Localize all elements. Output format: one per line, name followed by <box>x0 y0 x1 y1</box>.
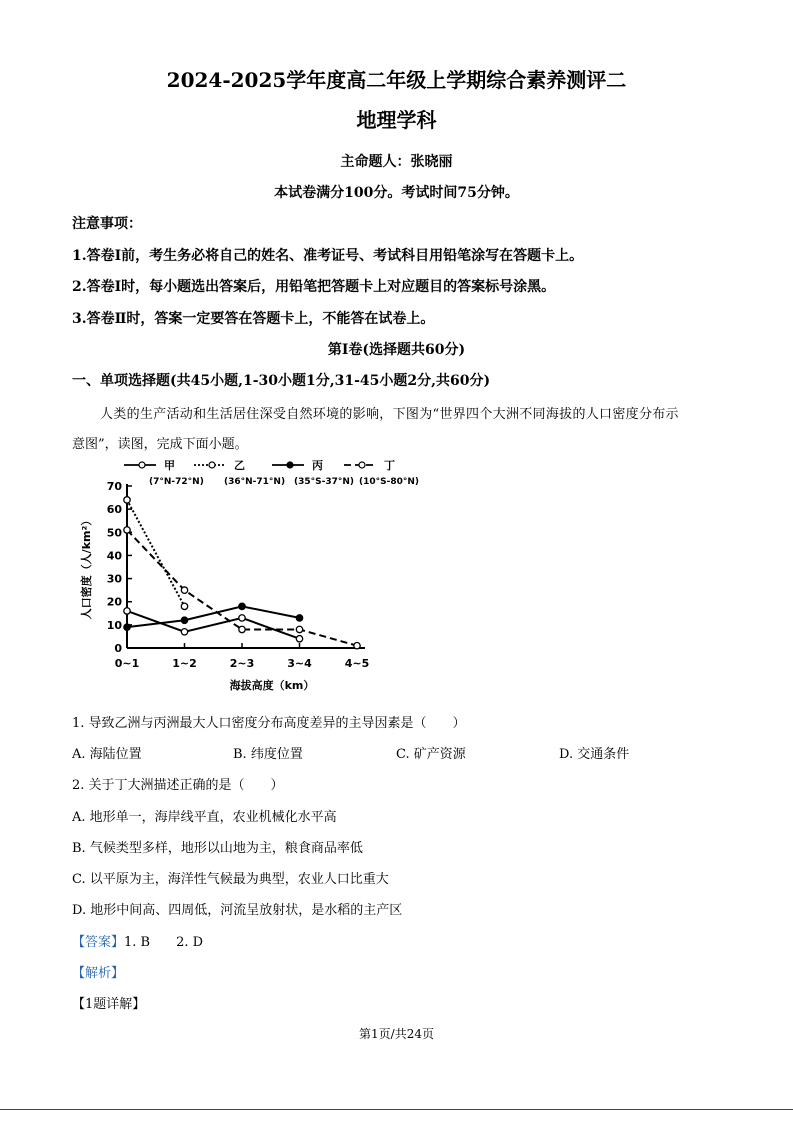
intro-line-1: 人类的生产活动和生活居住深受自然环境的影响，下图为“世界四个大洲不同海拔的人口密度分布示 <box>100 407 679 422</box>
legend-name-0: 甲 <box>164 459 175 472</box>
author-line: 主命题人：张晓丽 <box>340 154 453 170</box>
legend-sub-3: (10°S-80°N) <box>359 477 420 487</box>
series-point-2 <box>124 624 130 630</box>
answer-text: 1. B 2. D <box>124 935 204 950</box>
series-point-1 <box>181 603 187 609</box>
question-1-option-c: C. 矿产资源 <box>396 747 466 762</box>
y-tick-label: 30 <box>106 572 122 586</box>
x-tick-label: 3~4 <box>287 657 312 670</box>
legend-marker-0 <box>139 462 145 468</box>
y-tick-label: 60 <box>106 503 122 517</box>
note-item-1: 1.答卷Ⅰ前，考生务必将自己的姓名、准考证号、考试科目用铅笔涂写在答题卡上。 <box>72 248 584 264</box>
series-point-3 <box>354 642 360 648</box>
legend-marker-1 <box>209 462 215 468</box>
legend-name-3: 丁 <box>384 459 395 472</box>
page-footer: 第1页/共24页 <box>359 1027 434 1041</box>
question-1-option-a: A. 海陆位置 <box>72 747 142 762</box>
question-2-option-d: D. 地形中间高、四周低，河流呈放射状，是水稻的主产区 <box>72 903 403 918</box>
note-item-2: 2.答卷Ⅰ时，每小题选出答案后，用铅笔把答题卡上对应题目的答案标号涂黑。 <box>72 279 556 295</box>
part-title: 一、单项选择题(共45小题,1-30小题1分,31-45小题2分,共60分) <box>72 373 491 389</box>
series-point-0 <box>124 608 130 614</box>
legend-sub-0: (7°N-72°N) <box>149 477 204 487</box>
chart-series <box>124 497 360 649</box>
question-1-option-b: B. 纬度位置 <box>233 747 303 762</box>
legend-sub-2: (35°S-37°N) <box>294 477 355 487</box>
series-point-0 <box>239 615 245 621</box>
chart-x-axis-label: 海拔高度（km） <box>229 679 315 692</box>
question-2-stem: 2. 关于丁大洲描述正确的是（ ） <box>72 778 284 793</box>
x-tick-label: 0~1 <box>114 657 140 670</box>
series-point-2 <box>181 617 187 623</box>
chart-y-axis-label: 人口密度（人/km²） <box>80 514 93 620</box>
intro-line-2: 意图”，读图，完成下面小题。 <box>72 437 248 452</box>
subject-title: 地理学科 <box>356 108 437 132</box>
y-tick-label: 10 <box>106 618 122 632</box>
question-2-option-c: C. 以平原为主，海洋性气候最为典型，农业人口比重大 <box>72 872 389 887</box>
x-tick-label: 4~5 <box>344 657 370 670</box>
y-tick-label: 0 <box>114 642 122 655</box>
note-item-3: 3.答卷Ⅱ时，答案一定要答在答题卡上，不能答在试卷上。 <box>72 311 435 327</box>
volume-title: 第Ⅰ卷(选择题共60分) <box>327 342 466 358</box>
x-tick-label: 2~3 <box>229 657 255 670</box>
y-tick-label: 50 <box>106 526 122 540</box>
y-tick-label: 40 <box>106 549 122 563</box>
detail-tag: 【1题详解】 <box>72 997 146 1012</box>
answer-line <box>72 931 203 950</box>
series-point-3 <box>181 587 187 593</box>
score-info: 本试卷满分100分。考试时间75分钟。 <box>274 185 519 201</box>
legend-sub-1: (36°N-71°N) <box>224 477 286 487</box>
y-tick-label: 20 <box>106 595 122 609</box>
question-2-option-b: B. 气候类型多样，地形以山地为主，粮食商品率低 <box>72 841 363 856</box>
population-density-chart <box>72 452 420 697</box>
legend-name-1: 乙 <box>234 459 245 472</box>
legend-marker-2 <box>287 462 293 468</box>
legend-marker-3 <box>359 462 365 468</box>
question-1-option-d: D. 交通条件 <box>559 747 630 762</box>
chart-legend <box>124 458 419 487</box>
exam-title: 2024-2025学年度高二年级上学期综合素养测评二 <box>166 68 627 92</box>
series-point-3 <box>296 626 302 632</box>
y-tick-label: 70 <box>106 480 122 493</box>
series-point-0 <box>181 629 187 635</box>
answer-tag: 【答案】 <box>72 935 125 950</box>
series-point-2 <box>239 603 245 609</box>
bottom-divider <box>0 1109 793 1110</box>
series-point-1 <box>124 497 130 503</box>
question-2-option-a: A. 地形单一，海岸线平直，农业机械化水平高 <box>72 810 337 825</box>
analysis-tag: 【解析】 <box>72 966 125 981</box>
series-point-2 <box>296 615 302 621</box>
question-1-stem: 1. 导致乙洲与丙洲最大人口密度分布高度差异的主导因素是（ ） <box>72 716 466 731</box>
series-point-3 <box>239 626 245 632</box>
notes-heading: 注意事项： <box>72 216 142 232</box>
chart-axes <box>107 480 370 670</box>
series-point-3 <box>124 527 130 533</box>
series-line-1 <box>127 500 185 606</box>
legend-name-2: 丙 <box>312 459 323 472</box>
series-point-0 <box>296 636 302 642</box>
x-tick-label: 1~2 <box>172 657 197 670</box>
